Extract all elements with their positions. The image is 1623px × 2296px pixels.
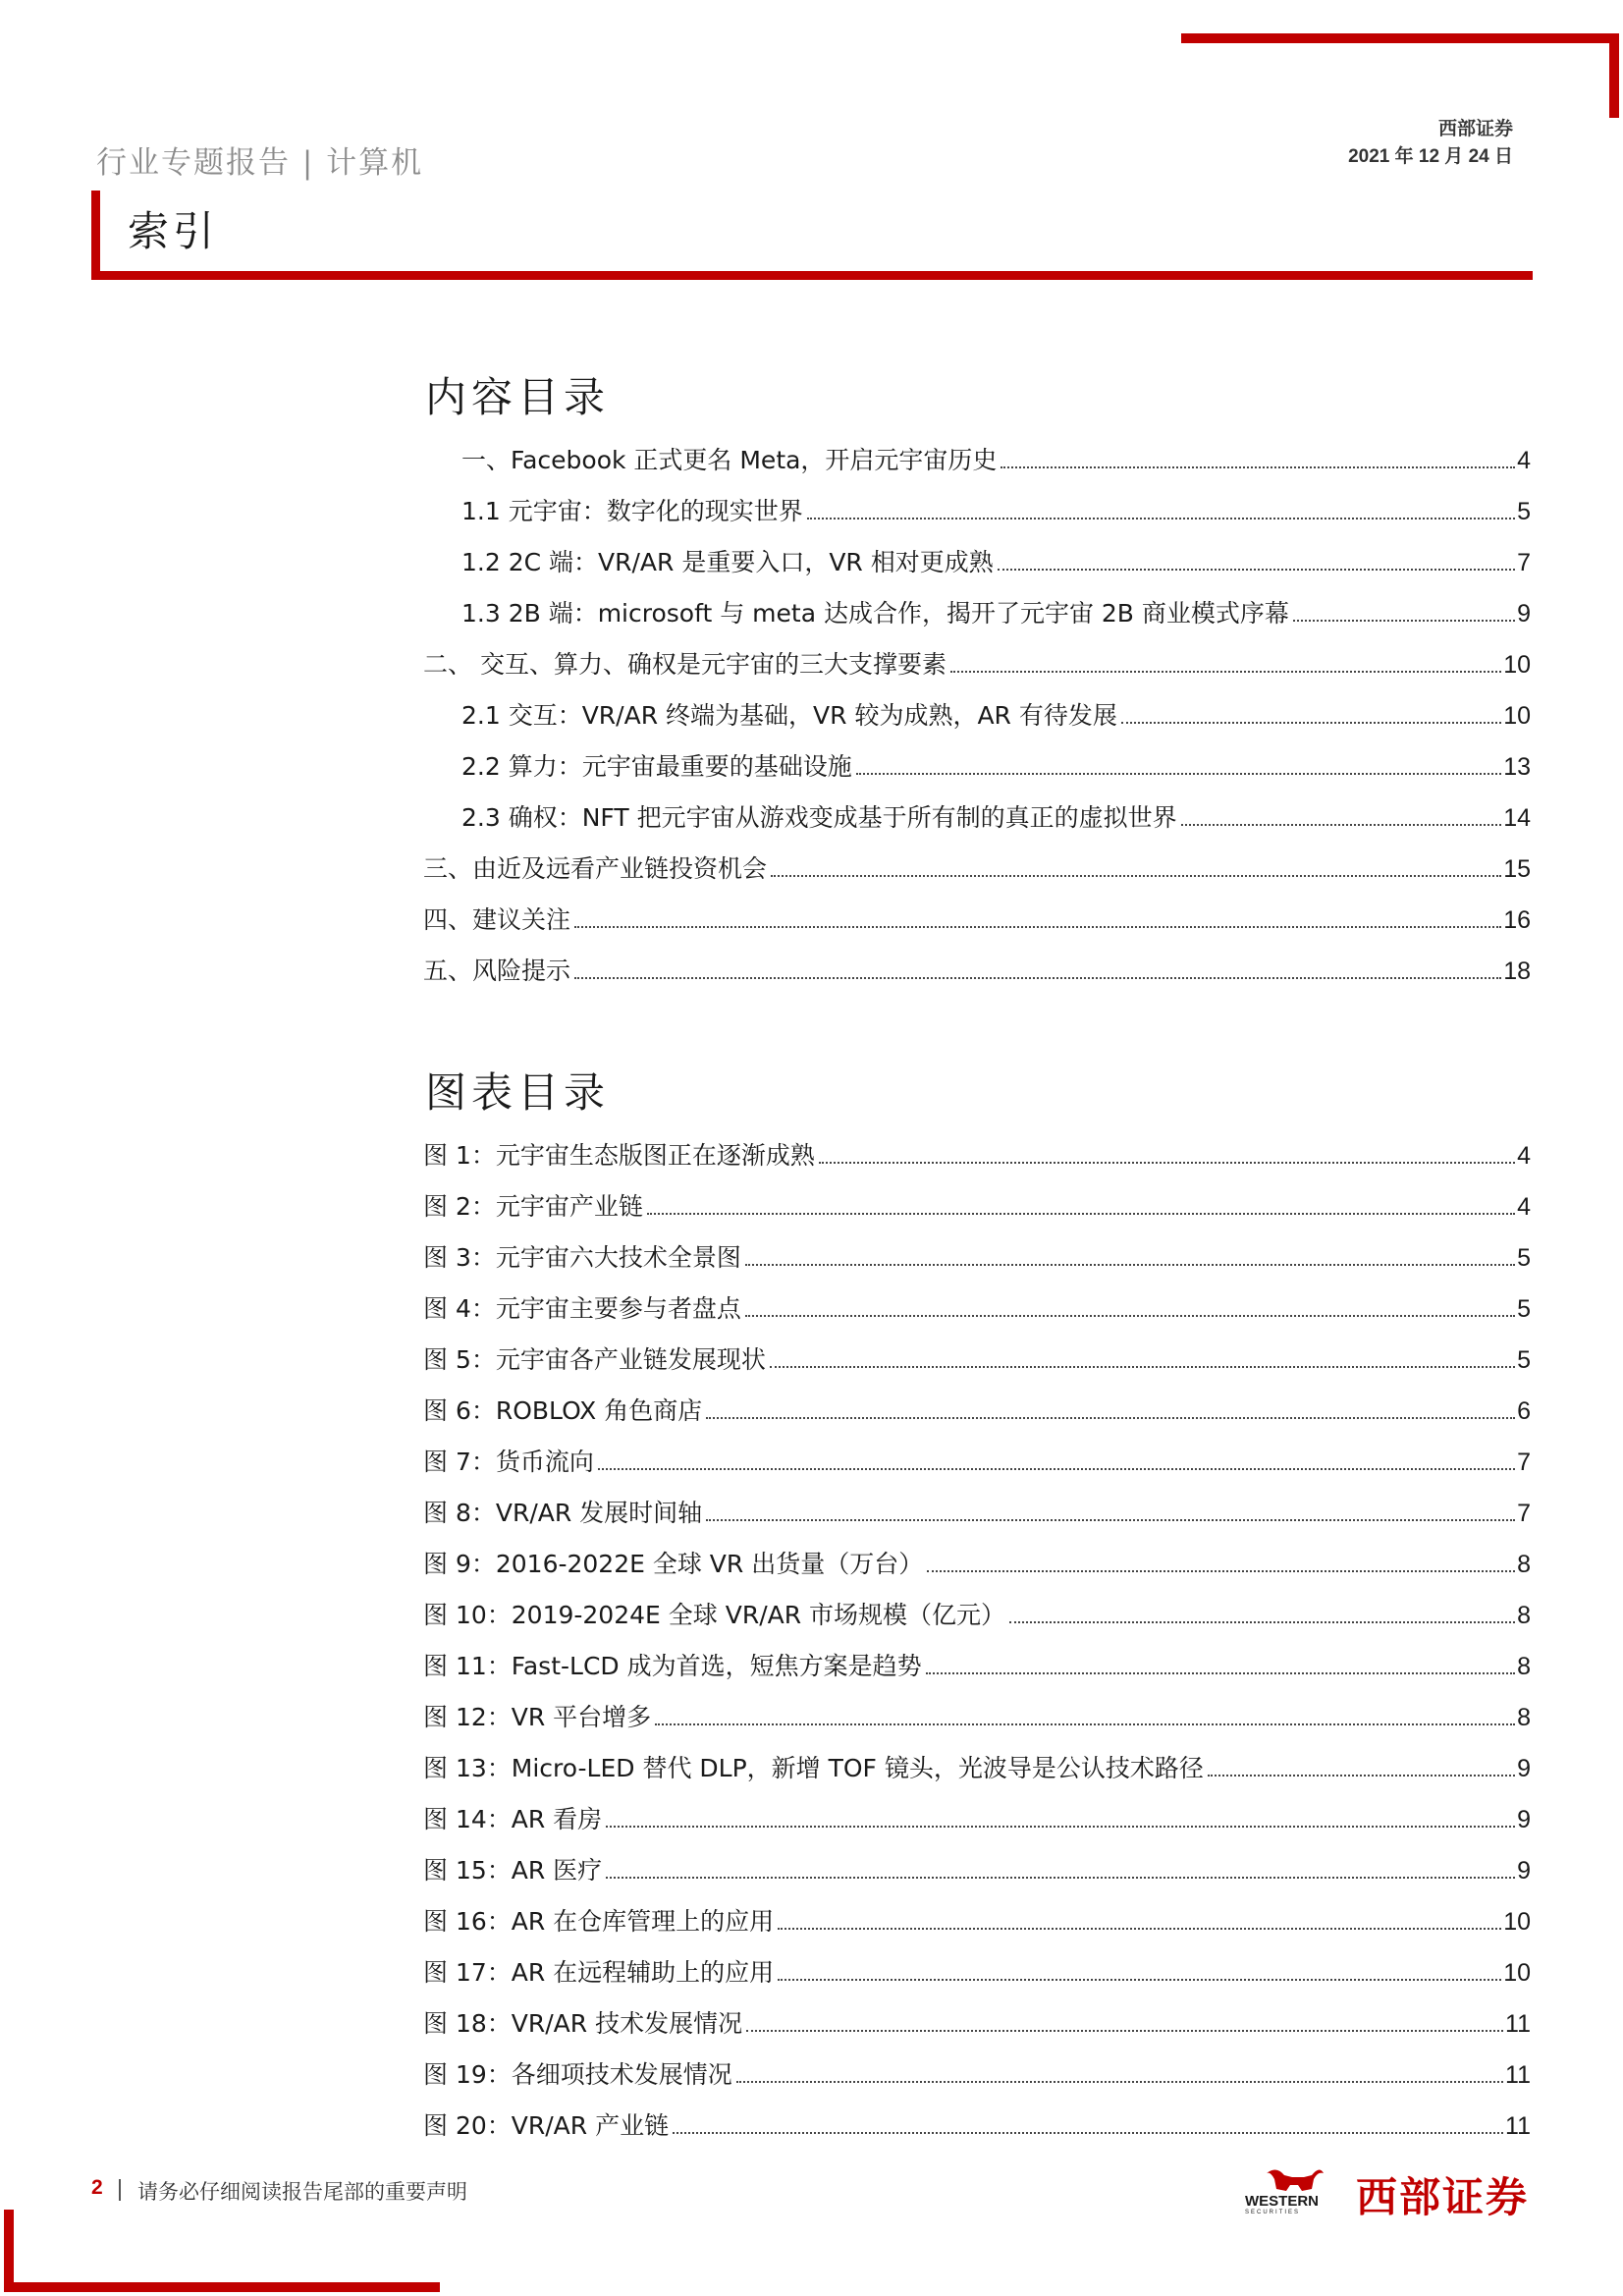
section-title-bar xyxy=(91,191,100,274)
dot-leader xyxy=(706,1519,1515,1521)
figure-entry[interactable] xyxy=(423,1545,1531,1584)
entry-title: 图 13：Micro-LED 替代 DLP，新增 TOF 镜头，光波导是公认技术路径 xyxy=(423,1754,1204,1782)
frame-bottom-vertical-line xyxy=(4,2210,14,2292)
entry-page-number: 5 xyxy=(1517,498,1531,525)
frame-top-vertical-line xyxy=(1609,33,1619,118)
entry-page-number: 16 xyxy=(1503,906,1531,934)
entry-title: 1.3 2B 端：microsoft 与 meta 达成合作，揭开了元宇宙 2B 商业模式序幕 xyxy=(461,599,1289,628)
dot-leader xyxy=(819,1162,1515,1164)
entry-page-number: 9 xyxy=(1517,1755,1531,1782)
figure-entry[interactable] xyxy=(423,1749,1531,1788)
page-number: 2 xyxy=(91,2176,103,2199)
contents-entry[interactable] xyxy=(423,849,1531,889)
contents-entry[interactable] xyxy=(461,441,1531,480)
entry-page-number: 14 xyxy=(1503,804,1531,832)
dot-leader xyxy=(778,1979,1501,1981)
contents-entry[interactable] xyxy=(423,645,1531,684)
dot-leader xyxy=(778,1928,1501,1930)
entry-page-number: 5 xyxy=(1517,1295,1531,1323)
entry-page-number: 5 xyxy=(1517,1346,1531,1374)
entry-title: 图 7：货币流向 xyxy=(423,1448,594,1476)
entry-title: 图 14：AR 看房 xyxy=(423,1805,603,1833)
entry-page-number: 8 xyxy=(1517,1551,1531,1578)
frame-bottom-line xyxy=(4,2282,440,2292)
contents-entry[interactable] xyxy=(461,492,1531,531)
entry-page-number: 18 xyxy=(1503,957,1531,985)
entry-page-number: 15 xyxy=(1503,855,1531,883)
logo-text-sub: SECURITIES xyxy=(1245,2210,1301,2215)
entry-page-number: 9 xyxy=(1517,1806,1531,1833)
dot-leader xyxy=(1001,466,1515,468)
dot-leader xyxy=(950,671,1501,673)
entry-title: 图 11：Fast-LCD 成为首选，短焦方案是趋势 xyxy=(423,1652,922,1680)
entry-page-number: 9 xyxy=(1517,600,1531,628)
figure-entry[interactable] xyxy=(423,2106,1531,2146)
figures-heading: 图表目录 xyxy=(425,1068,611,1117)
figure-entry[interactable] xyxy=(423,1953,1531,1993)
dot-leader xyxy=(606,1877,1515,1879)
report-category: 行业专题报告 | 计算机 xyxy=(96,145,424,181)
entry-page-number: 11 xyxy=(1505,2112,1531,2140)
dot-leader xyxy=(598,1468,1515,1470)
dot-leader xyxy=(736,2081,1503,2083)
entry-page-number: 4 xyxy=(1517,1142,1531,1170)
entry-title: 图 19：各细项技术发展情况 xyxy=(423,2060,732,2089)
entry-title: 图 2：元宇宙产业链 xyxy=(423,1192,643,1221)
entry-title: 图 18：VR/AR 技术发展情况 xyxy=(423,2009,743,2038)
dot-leader xyxy=(1208,1775,1515,1777)
contents-entry[interactable] xyxy=(423,901,1531,940)
entry-title: 图 8：VR/AR 发展时间轴 xyxy=(423,1499,703,1527)
footer-disclaimer: 请务必仔细阅读报告尾部的重要声明 xyxy=(137,2180,467,2204)
dot-leader xyxy=(770,1366,1515,1368)
entry-title: 五、风险提示 xyxy=(423,957,571,985)
contents-entry[interactable] xyxy=(461,543,1531,582)
dot-leader xyxy=(1293,620,1515,622)
entry-page-number: 7 xyxy=(1517,1449,1531,1476)
entry-page-number: 5 xyxy=(1517,1244,1531,1272)
figure-entry[interactable] xyxy=(423,1596,1531,1635)
dot-leader xyxy=(606,1826,1515,1828)
entry-title: 四、建议关注 xyxy=(423,905,571,934)
contents-entry[interactable] xyxy=(461,594,1531,633)
frame-top-line xyxy=(1181,33,1619,43)
figure-entry[interactable] xyxy=(423,2055,1531,2095)
dot-leader xyxy=(655,1723,1515,1725)
figure-entry[interactable] xyxy=(423,1238,1531,1278)
dot-leader xyxy=(771,875,1501,877)
figure-entry[interactable] xyxy=(423,1443,1531,1482)
contents-entry[interactable] xyxy=(423,952,1531,991)
figure-entry[interactable] xyxy=(423,1289,1531,1329)
entry-title: 图 16：AR 在仓库管理上的应用 xyxy=(423,1907,775,1936)
entry-page-number: 10 xyxy=(1503,651,1531,679)
entry-title: 三、由近及远看产业链投资机会 xyxy=(423,854,768,883)
entry-title: 图 15：AR 医疗 xyxy=(423,1856,603,1885)
bull-logo-icon xyxy=(1263,2165,1325,2195)
figure-entry[interactable] xyxy=(423,1902,1531,1941)
entry-title: 图 1：元宇宙生态版图正在逐渐成熟 xyxy=(423,1141,815,1170)
entry-title: 一、Facebook 正式更名 Meta，开启元宇宙历史 xyxy=(461,446,998,474)
figure-entry[interactable] xyxy=(423,1136,1531,1175)
company-logo xyxy=(1243,2163,1533,2222)
dot-leader xyxy=(647,1213,1515,1215)
entry-page-number: 9 xyxy=(1517,1857,1531,1885)
entry-title: 图 5：元宇宙各产业链发展现状 xyxy=(423,1345,766,1374)
figure-entry[interactable] xyxy=(423,1800,1531,1839)
entry-page-number: 10 xyxy=(1503,702,1531,730)
entry-title: 图 3：元宇宙六大技术全景图 xyxy=(423,1243,741,1272)
entry-title: 图 10：2019-2024E 全球 VR/AR 市场规模（亿元） xyxy=(423,1601,1006,1629)
entry-page-number: 13 xyxy=(1503,753,1531,781)
entry-page-number: 4 xyxy=(1517,447,1531,474)
figure-entry[interactable] xyxy=(423,1187,1531,1227)
entry-title: 图 12：VR 平台增多 xyxy=(423,1703,652,1731)
entry-title: 图 17：AR 在远程辅助上的应用 xyxy=(423,1958,775,1987)
figure-entry[interactable] xyxy=(423,1340,1531,1380)
report-date: 2021 年 12 月 24 日 xyxy=(1348,146,1513,167)
dot-leader xyxy=(574,977,1501,979)
entry-page-number: 8 xyxy=(1517,1602,1531,1629)
dot-leader xyxy=(706,1417,1515,1419)
dot-leader xyxy=(1121,722,1501,724)
section-title: 索引 xyxy=(128,207,219,255)
entry-page-number: 11 xyxy=(1505,2061,1531,2089)
entry-page-number: 6 xyxy=(1517,1397,1531,1425)
figure-entry[interactable] xyxy=(423,1494,1531,1533)
figure-entry[interactable] xyxy=(423,1698,1531,1737)
dot-leader xyxy=(856,773,1501,775)
header-rule xyxy=(91,271,1533,280)
entry-title: 1.2 2C 端：VR/AR 是重要入口，VR 相对更成熟 xyxy=(461,548,994,576)
entry-page-number: 7 xyxy=(1517,1500,1531,1527)
dot-leader xyxy=(574,926,1501,928)
entry-page-number: 8 xyxy=(1517,1704,1531,1731)
entry-title: 图 20：VR/AR 产业链 xyxy=(423,2111,670,2140)
entry-title: 图 9：2016-2022E 全球 VR 出货量（万台） xyxy=(423,1550,924,1578)
dot-leader xyxy=(745,1264,1515,1266)
logo-text-chinese: 西部证券 xyxy=(1356,2173,1530,2221)
figure-entry[interactable] xyxy=(423,2004,1531,2044)
contents-entry[interactable] xyxy=(461,798,1531,838)
footer-separator xyxy=(119,2179,121,2201)
entry-page-number: 7 xyxy=(1517,549,1531,576)
entry-page-number: 4 xyxy=(1517,1193,1531,1221)
contents-entry[interactable] xyxy=(461,696,1531,736)
entry-title: 图 4：元宇宙主要参与者盘点 xyxy=(423,1294,741,1323)
entry-page-number: 10 xyxy=(1503,1908,1531,1936)
figure-entry[interactable] xyxy=(423,1392,1531,1431)
dot-leader xyxy=(745,1315,1515,1317)
dot-leader xyxy=(746,2030,1503,2032)
dot-leader xyxy=(673,2132,1503,2134)
entry-title: 1.1 元宇宙：数字化的现实世界 xyxy=(461,497,803,525)
contents-entry[interactable] xyxy=(461,747,1531,787)
logo-text-english: WESTERN xyxy=(1245,2193,1319,2210)
entry-title: 2.2 算力：元宇宙最重要的基础设施 xyxy=(461,752,852,781)
dot-leader xyxy=(998,569,1515,571)
entry-page-number: 10 xyxy=(1503,1959,1531,1987)
entry-title: 2.1 交互：VR/AR 终端为基础，VR 较为成熟，AR 有待发展 xyxy=(461,701,1117,730)
entry-page-number: 11 xyxy=(1505,2010,1531,2038)
entry-title: 图 6：ROBLOX 角色商店 xyxy=(423,1396,703,1425)
figure-entry[interactable] xyxy=(423,1851,1531,1890)
dot-leader xyxy=(1009,1621,1515,1623)
dot-leader xyxy=(1181,824,1502,826)
dot-leader xyxy=(927,1570,1515,1572)
contents-heading: 内容目录 xyxy=(425,373,611,421)
dot-leader xyxy=(926,1672,1515,1674)
figure-entry[interactable] xyxy=(423,1647,1531,1686)
header-company: 西部证券 xyxy=(1437,118,1513,139)
entry-page-number: 8 xyxy=(1517,1653,1531,1680)
dot-leader xyxy=(807,518,1515,519)
entry-title: 二、 交互、算力、确权是元宇宙的三大支撑要素 xyxy=(423,650,947,679)
entry-title: 2.3 确权：NFT 把元宇宙从游戏变成基于所有制的真正的虚拟世界 xyxy=(461,803,1177,832)
